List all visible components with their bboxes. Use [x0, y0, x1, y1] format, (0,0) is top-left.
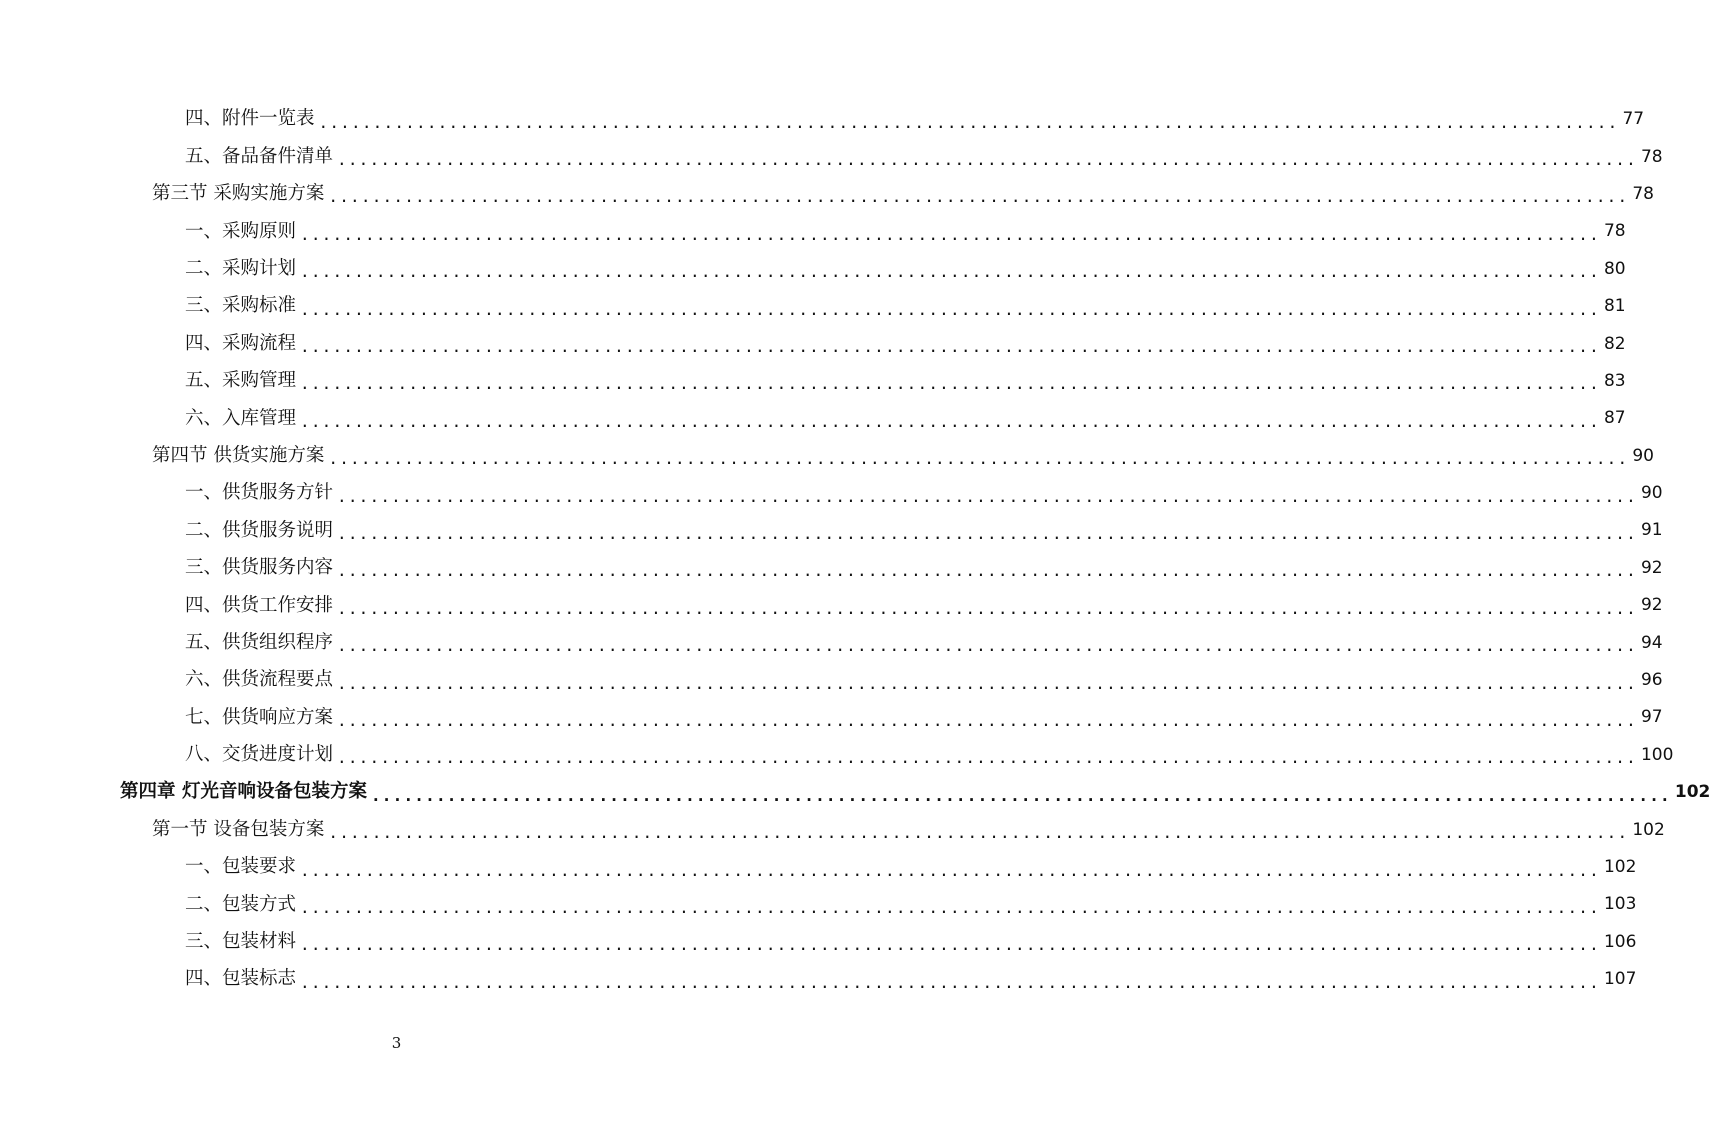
toc-entry-label: 五、采购管理 — [185, 370, 297, 392]
toc-entry[interactable] — [0, 737, 1674, 774]
toc-leader-dots: ........................................................................................................................ — [328, 823, 1629, 843]
toc-leader-dots: ........................................................................................................................ — [328, 187, 1629, 207]
toc-entry-page: 90 — [1632, 445, 1654, 466]
toc-leader-dots: ........................................................................................................................ — [318, 112, 1619, 132]
toc-entry[interactable] — [0, 774, 1710, 811]
toc-entry-label: 一、采购原则 — [185, 220, 297, 242]
toc-leader-dots: ........................................................................................................................ — [337, 598, 1637, 618]
toc-entry-page: 107 — [1603, 969, 1637, 990]
toc-entry-label: 第四章 灯光音响设备包装方案 — [120, 781, 367, 803]
toc-leader-dots: ........................................................................................................................ — [370, 785, 1671, 805]
toc-entry[interactable] — [0, 849, 1637, 886]
toc-leader-dots: ........................................................................................................................ — [300, 262, 1600, 282]
toc-entry-label: 二、供货服务说明 — [185, 519, 334, 541]
toc-leader-dots: ........................................................................................................................ — [337, 673, 1637, 693]
toc-entry[interactable] — [0, 587, 1663, 624]
toc-entry-label: 五、供货组织程序 — [185, 631, 334, 653]
toc-entry-label: 六、入库管理 — [185, 407, 297, 429]
toc-entry-page: 102 — [1674, 782, 1710, 803]
toc-leader-dots: ........................................................................................................................ — [328, 449, 1629, 469]
toc-entry-page: 96 — [1640, 670, 1663, 691]
toc-leader-dots: ........................................................................................................................ — [300, 897, 1600, 917]
toc-leader-dots: ........................................................................................................................ — [337, 748, 1637, 768]
toc-entry-label: 三、采购标准 — [185, 295, 297, 317]
toc-leader-dots: ........................................................................................................................ — [337, 636, 1637, 656]
toc-entry-label: 八、交货进度计划 — [185, 744, 334, 766]
toc-leader-dots: ........................................................................................................................ — [300, 860, 1600, 880]
toc-entry-page: 82 — [1603, 333, 1626, 354]
toc-entry-page: 78 — [1632, 183, 1654, 204]
toc-leader-dots: ........................................................................................................................ — [300, 224, 1600, 244]
toc-entry[interactable] — [0, 811, 1665, 848]
toc-entry-label: 六、供货流程要点 — [185, 669, 334, 691]
toc-leader-dots: ........................................................................................................................ — [337, 150, 1637, 170]
table-of-contents — [0, 101, 1710, 998]
toc-entry-page: 77 — [1622, 109, 1645, 130]
toc-entry-page: 97 — [1640, 707, 1663, 728]
toc-entry[interactable] — [0, 512, 1663, 549]
toc-entry[interactable] — [0, 213, 1626, 250]
toc-entry-label: 二、包装方式 — [185, 893, 297, 915]
toc-entry-page: 92 — [1640, 595, 1663, 616]
toc-entry-label: 四、附件一览表 — [185, 108, 315, 130]
toc-entry[interactable] — [0, 288, 1626, 325]
toc-leader-dots: ........................................................................................................................ — [337, 561, 1637, 581]
toc-entry-label: 四、供货工作安排 — [185, 594, 334, 616]
toc-entry[interactable] — [0, 138, 1663, 175]
toc-leader-dots: ........................................................................................................................ — [300, 935, 1600, 955]
page-number: 3 — [391, 1034, 402, 1052]
toc-entry-page: 87 — [1603, 408, 1626, 429]
toc-entry[interactable] — [0, 699, 1663, 736]
toc-entry-page: 90 — [1640, 483, 1663, 504]
toc-leader-dots: ........................................................................................................................ — [337, 710, 1637, 730]
toc-entry-page: 83 — [1603, 370, 1626, 391]
toc-entry-page: 81 — [1603, 296, 1626, 317]
toc-entry-page: 100 — [1640, 744, 1674, 765]
toc-entry-label: 三、供货服务内容 — [185, 557, 334, 579]
toc-leader-dots: ........................................................................................................................ — [337, 523, 1637, 543]
toc-entry-page: 91 — [1640, 520, 1663, 541]
toc-entry[interactable] — [0, 662, 1663, 699]
toc-entry-label: 五、备品备件清单 — [185, 145, 334, 167]
toc-entry-label: 四、采购流程 — [185, 332, 297, 354]
toc-entry-page: 78 — [1640, 146, 1663, 167]
toc-entry-label: 第一节 设备包装方案 — [152, 818, 325, 840]
toc-leader-dots: ........................................................................................................................ — [300, 374, 1600, 394]
toc-entry[interactable] — [0, 400, 1626, 437]
toc-entry[interactable] — [0, 438, 1654, 475]
toc-entry-page: 102 — [1632, 819, 1665, 840]
toc-entry[interactable] — [0, 550, 1663, 587]
toc-leader-dots: ........................................................................................................................ — [300, 299, 1600, 319]
toc-entry-label: 二、采购计划 — [185, 258, 297, 279]
toc-entry[interactable] — [0, 961, 1637, 998]
toc-entry-page: 94 — [1640, 632, 1663, 653]
toc-entry-page: 106 — [1603, 931, 1637, 952]
toc-leader-dots: ........................................................................................................................ — [337, 486, 1637, 506]
toc-entry-label: 第四节 供货实施方案 — [152, 444, 325, 466]
toc-entry-label: 三、包装材料 — [185, 931, 297, 953]
toc-entry[interactable] — [0, 101, 1645, 138]
toc-entry-label: 一、供货服务方针 — [185, 482, 334, 504]
toc-entry-label: 七、供货响应方案 — [185, 706, 334, 728]
toc-entry-page: 92 — [1640, 557, 1663, 578]
toc-entry[interactable] — [0, 475, 1663, 512]
toc-entry[interactable] — [0, 251, 1626, 288]
toc-entry-page: 102 — [1603, 857, 1637, 877]
toc-entry-label: 四、包装标志 — [185, 968, 297, 990]
toc-entry-label: 一、包装要求 — [185, 856, 297, 878]
toc-entry-page: 78 — [1603, 221, 1626, 242]
toc-entry[interactable] — [0, 363, 1626, 400]
toc-leader-dots: ........................................................................................................................ — [300, 411, 1600, 431]
toc-entry[interactable] — [0, 886, 1637, 923]
toc-entry-label: 第三节 采购实施方案 — [152, 183, 325, 205]
toc-entry[interactable] — [0, 624, 1663, 661]
toc-entry-page: 80 — [1603, 258, 1626, 279]
toc-leader-dots: ........................................................................................................................ — [300, 337, 1600, 357]
toc-leader-dots: ........................................................................................................................ — [300, 972, 1600, 992]
toc-entry-page: 103 — [1603, 894, 1637, 915]
toc-entry[interactable] — [0, 176, 1654, 213]
toc-entry[interactable] — [0, 325, 1626, 362]
toc-entry[interactable] — [0, 924, 1637, 961]
